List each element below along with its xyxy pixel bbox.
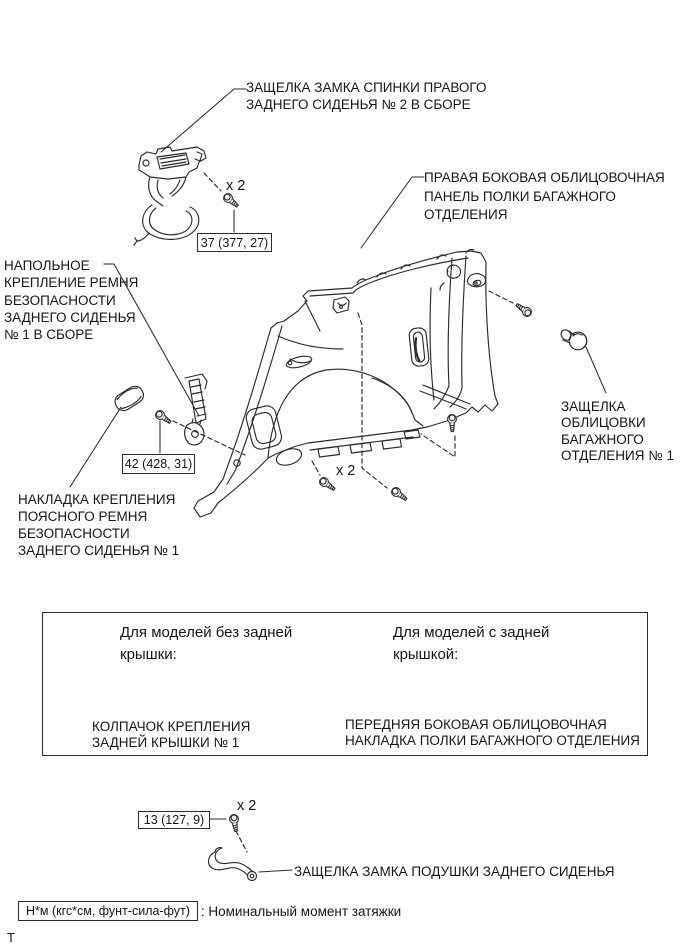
label-line: № 1 В СБОРЕ xyxy=(4,327,94,343)
label-line: БАГАЖНОГО xyxy=(561,431,644,447)
label-side-panel xyxy=(424,169,665,225)
belt-cover-drawing xyxy=(112,383,146,413)
torque-legend xyxy=(18,901,401,921)
torque-box-seatback-latch: 37 (377, 27) xyxy=(197,233,272,252)
label-line: ЗАЩЕЛКА xyxy=(561,399,626,414)
label-line: ОТДЕЛЕНИЯ xyxy=(424,207,508,222)
label-seatback-latch xyxy=(246,79,486,114)
multiplier-seatback-latch: x 2 xyxy=(226,178,246,194)
leader-trim-clip xyxy=(586,347,606,393)
bolt-icon xyxy=(390,486,409,503)
label-line: ПРАВАЯ БОКОВАЯ ОБЛИЦОВОЧНАЯ xyxy=(424,170,665,185)
leader-cushion-latch xyxy=(259,870,292,872)
label-belt-cover xyxy=(18,491,179,559)
bolt-icon xyxy=(222,192,241,210)
screw-icon xyxy=(514,301,533,318)
leader-side-panel xyxy=(361,177,424,248)
variant-label-pad: ПЕРЕДНЯЯ БОКОВАЯ ОБЛИЦОВОЧНАЯ НАКЛАДКА ПОЛКИ БАГАЖНОГО ОТДЕЛЕНИЯ xyxy=(345,717,640,748)
label-line: БЕЗОПАСНОСТИ xyxy=(18,526,130,541)
variant-header-no-cover: Для моделей без задней крышки: xyxy=(120,624,293,663)
bolt-icon xyxy=(318,476,337,493)
torque-legend-note: : Номинальный момент затяжки xyxy=(200,903,402,919)
label-line: БЕЗОПАСНОСТИ xyxy=(4,292,116,308)
screw-icon xyxy=(447,414,456,431)
leader-belt-cover xyxy=(70,407,121,487)
bolt-icon xyxy=(154,409,173,426)
variant-header-with-cover: Для моделей с задней крышкой: xyxy=(393,624,550,663)
seatback-latch-drawing xyxy=(134,147,206,245)
label-line: ЗАДНЕГО СИДЕНЬЯ xyxy=(4,309,136,325)
label-line: НАПОЛЬНОЕ xyxy=(4,258,90,273)
variant-label-cap: КОЛПАЧОК КРЕПЛЕНИЯ ЗАДНЕЙ КРЫШКИ № 1 xyxy=(92,719,251,750)
label-line: ЗАЩЕЛКА ЗАМКА СПИНКИ ПРАВОГО xyxy=(246,80,487,95)
label-line: ЗАЩЕЛКА ЗАМКА ПОДУШКИ ЗАДНЕГО СИДЕНЬЯ xyxy=(294,864,615,879)
label-line: ПОЯСНОГО РЕМНЯ xyxy=(18,509,148,524)
label-line: КРЕПЛЕНИЕ РЕМНЯ xyxy=(4,275,139,291)
label-floor-anchor xyxy=(4,257,138,343)
label-line: ЗАДНЕГО СИДЕНЬЯ № 1 xyxy=(18,543,180,558)
multiplier-panel-bolts: x 2 xyxy=(336,463,356,479)
bolt-icon xyxy=(229,814,241,832)
cushion-latch-drawing xyxy=(208,848,256,881)
torque-unit-box: Н*м (кгс*см, фунт-сила-фут) xyxy=(18,901,198,921)
label-cushion-latch xyxy=(294,863,614,880)
label-line: ОТДЕЛЕНИЯ № 1 xyxy=(561,448,675,464)
label-line: ОБЛИЦОВКИ xyxy=(561,415,646,431)
label-trim-clip xyxy=(561,399,674,465)
leader-seatback-latch xyxy=(161,89,246,152)
label-line: ЗАДНЕГО СИДЕНЬЯ № 2 В СБОРЕ xyxy=(246,97,471,113)
variant-box xyxy=(42,612,648,756)
footer-mark: Т xyxy=(7,930,15,945)
torque-box-floor-anchor: 42 (428, 31) xyxy=(122,454,195,474)
torque-box-cushion-latch: 13 (127, 9) xyxy=(138,811,210,829)
label-line: ПАНЕЛЬ ПОЛКИ БАГАЖНОГО xyxy=(424,188,616,204)
multiplier-cushion-latch: x 2 xyxy=(237,798,257,814)
trim-clip-drawing xyxy=(559,328,587,350)
label-line: НАКЛАДКА КРЕПЛЕНИЯ xyxy=(18,492,176,507)
